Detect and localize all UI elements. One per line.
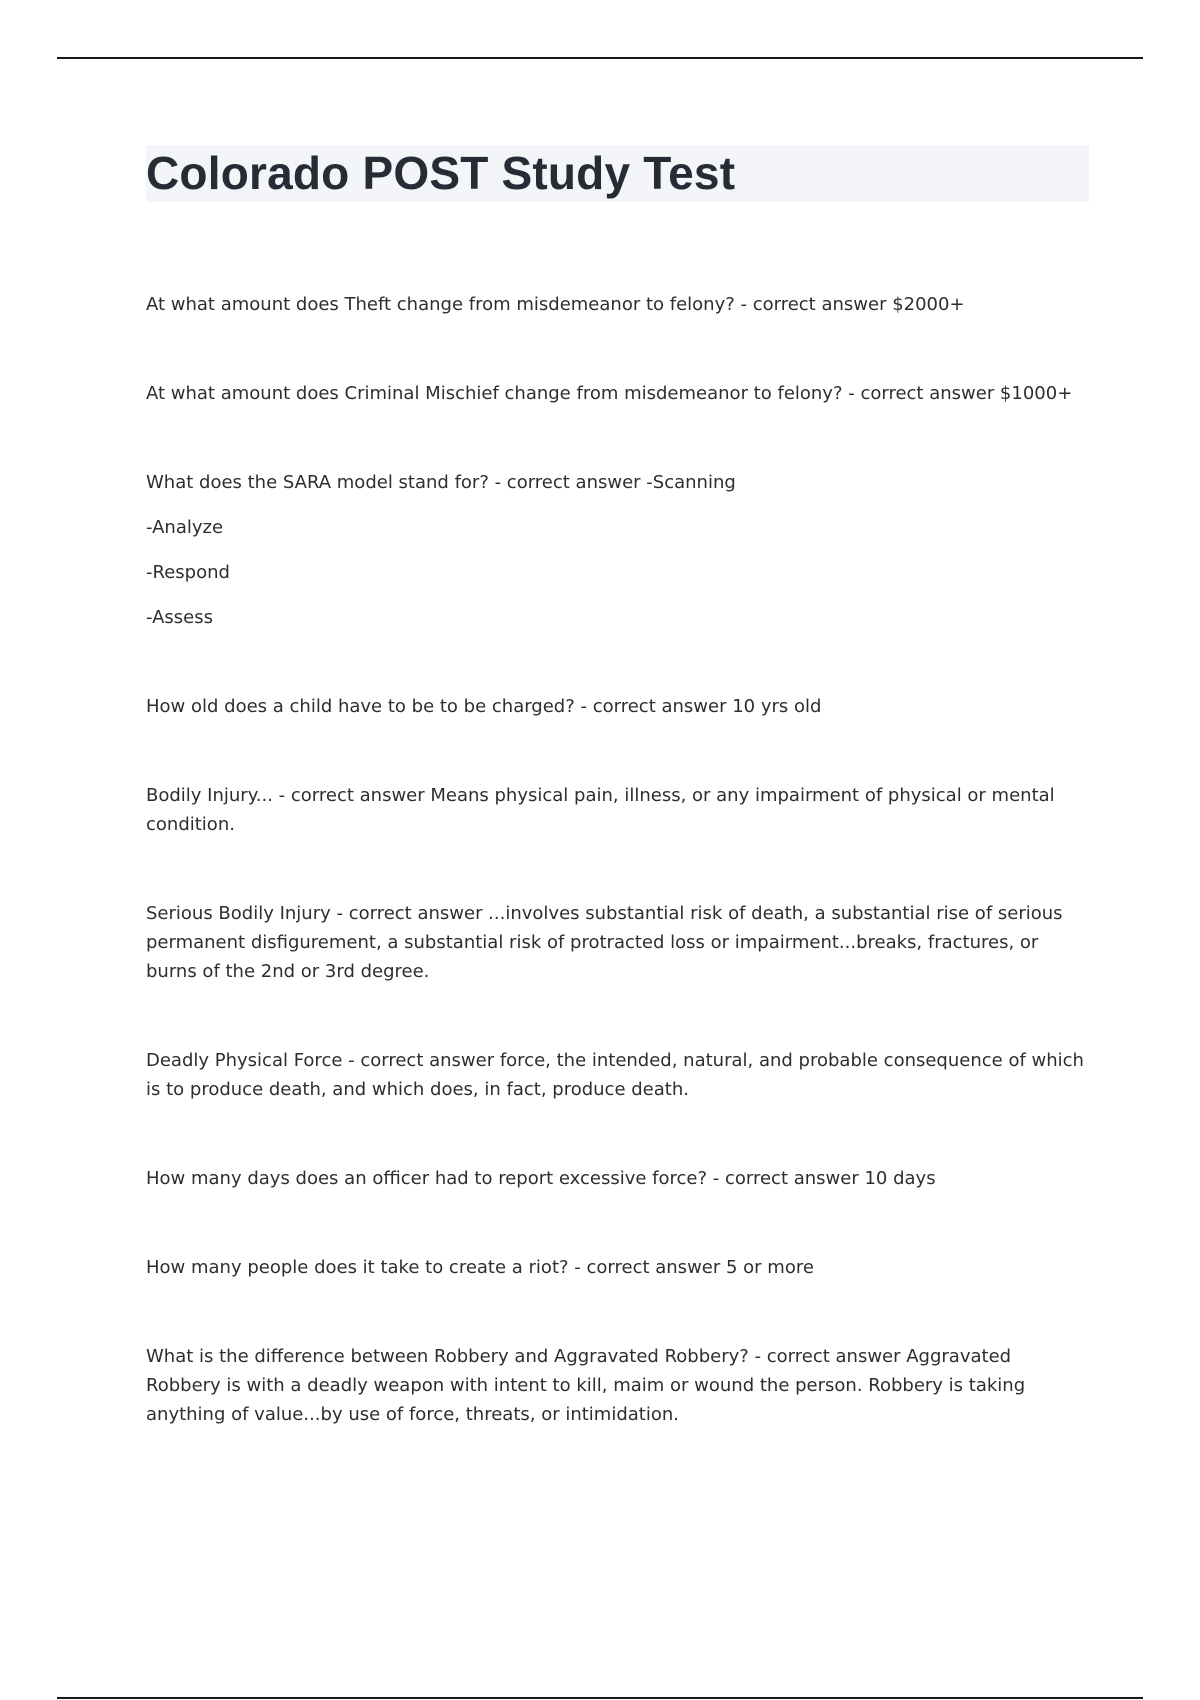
question-text: Bodily Injury... - correct answer Means physical pain, illness, or any impairment of physical or mental condition.: [146, 785, 1055, 835]
question-item: [146, 1046, 1091, 1104]
document-title: Colorado POST Study Test: [146, 147, 736, 199]
question-text: What does the SARA model stand for? - correct answer -Scanning: [146, 472, 736, 493]
question-list: [146, 290, 1091, 1489]
question-text: How old does a child have to be to be charged? - correct answer 10 yrs old: [146, 696, 822, 717]
question-item: [146, 379, 1091, 408]
question-item: [146, 1164, 1091, 1193]
question-text: Serious Bodily Injury - correct answer ...involves substantial risk of death, a substantial rise of serious permanent disfigurement, a substantial risk of protracted loss or impairment...breaks, fractures, or burns of the 2nd or 3rd degree.: [146, 903, 1063, 982]
question-text: Deadly Physical Force - correct answer force, the intended, natural, and probable consequence of which is to produce death, and which does, in fact, produce death.: [146, 1050, 1084, 1100]
question-text: At what amount does Theft change from misdemeanor to felony? - correct answer $2000+: [146, 294, 965, 315]
question-item: [146, 290, 1091, 319]
question-item: [146, 692, 1091, 721]
question-item: [146, 1253, 1091, 1282]
answer-line: -Respond: [146, 562, 230, 583]
top-rule: [57, 57, 1143, 59]
question-text: How many people does it take to create a riot? - correct answer 5 or more: [146, 1257, 814, 1278]
question-item: [146, 781, 1091, 839]
question-text: At what amount does Criminal Mischief change from misdemeanor to felony? - correct answer $1000+: [146, 383, 1073, 404]
bottom-rule: [57, 1697, 1143, 1699]
question-item: [146, 468, 1091, 632]
answer-line: -Analyze: [146, 517, 224, 538]
question-item: [146, 1342, 1091, 1429]
question-text: What is the difference between Robbery and Aggravated Robbery? - correct answer Aggravated Robbery is with a deadly weapon with intent to kill, maim or wound the person. Robbery is taking anything of value...by use of force, threats, or intimidation.: [146, 1346, 1026, 1425]
question-item: [146, 899, 1091, 986]
answer-line: -Assess: [146, 607, 213, 628]
question-text: How many days does an officer had to report excessive force? - correct answer 10 days: [146, 1168, 936, 1189]
